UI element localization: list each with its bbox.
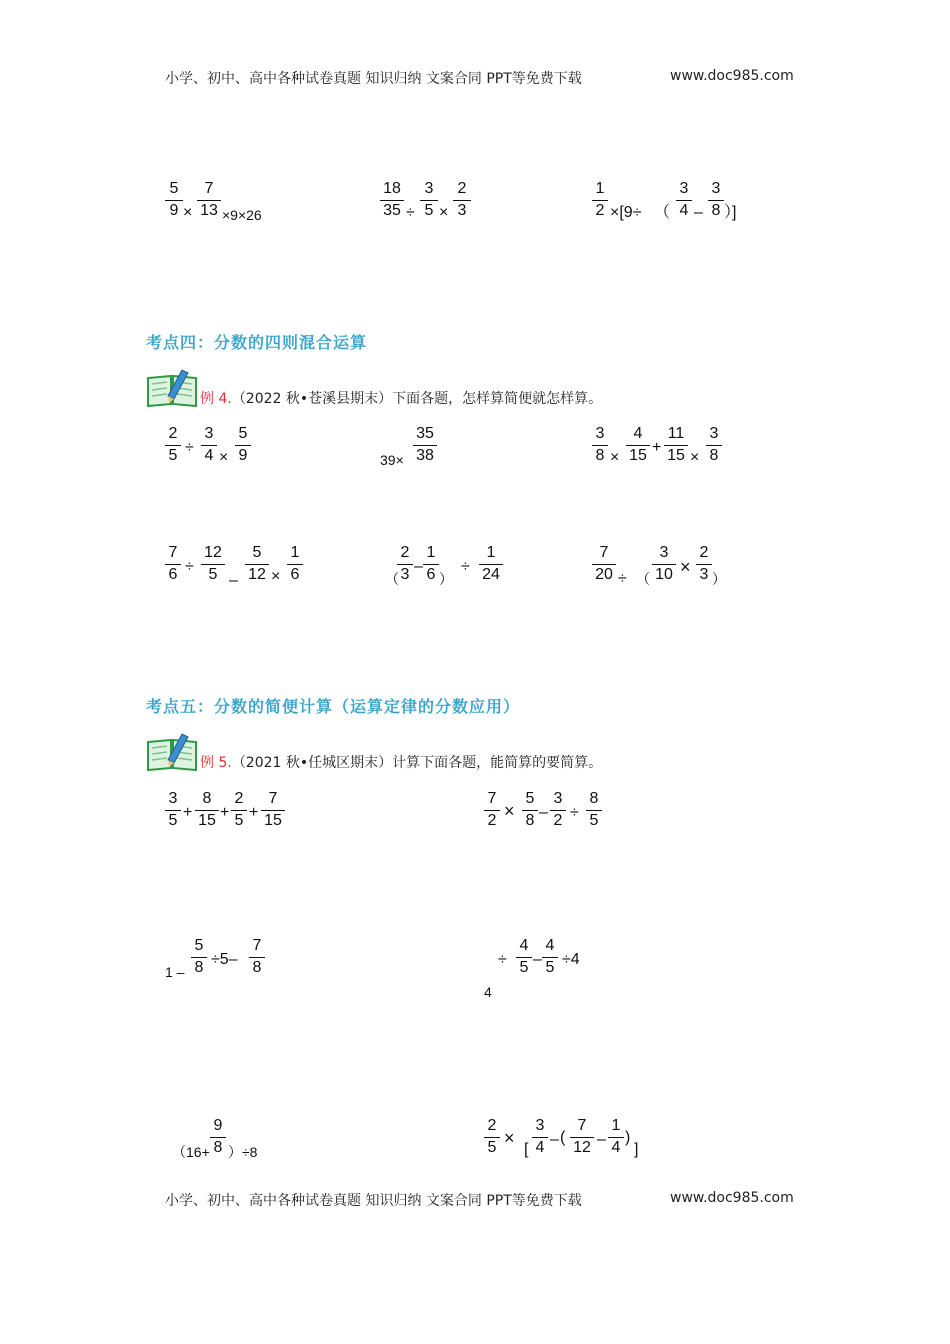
fraction: 9 8 [210, 1117, 226, 1157]
divide-sign: ÷ [406, 204, 415, 221]
fraction: 4 5 [516, 937, 532, 977]
left-paren: （ [636, 571, 650, 587]
s4-expr-2 [380, 425, 480, 471]
fraction: 3 2 [550, 790, 566, 830]
s5-expr-6 [484, 1117, 654, 1163]
s5-expr-2 [484, 790, 624, 836]
fraction: 3 5 [165, 790, 181, 830]
minus-sign: – [414, 558, 423, 575]
fraction: 8 5 [586, 790, 602, 830]
fraction: 3 10 [652, 544, 676, 584]
open-book-pencil-icon [146, 730, 198, 772]
minus-sign: – [539, 804, 548, 821]
times-sign: × [439, 204, 449, 221]
top-expr-1 [165, 180, 325, 226]
example-text: （2022 秋•苍溪县期末）下面各题，怎样算简便就怎样算。 [231, 391, 603, 407]
fraction: 7 8 [249, 937, 265, 977]
fraction: 11 15 [664, 425, 688, 465]
fraction: 2 5 [231, 790, 247, 830]
fraction: 2 5 [484, 1117, 500, 1157]
fraction: 1 6 [423, 544, 439, 584]
fraction: 5 12 [245, 544, 269, 584]
plus-sign: + [220, 804, 230, 821]
times-sign: × [504, 801, 515, 821]
section4-title: 考点四：分数的四则混合运算 [146, 333, 368, 352]
example-label: 例 4. [200, 391, 232, 407]
fraction: 5 8 [191, 937, 207, 977]
minus-sign: – [229, 572, 238, 589]
expr-end: ）] [724, 204, 737, 221]
fraction: 3 8 [708, 180, 724, 220]
fraction: 7 15 [261, 790, 285, 830]
fraction: 3 4 [676, 180, 692, 220]
divide-sign: ÷ [185, 439, 194, 456]
s4-expr-4 [165, 544, 315, 590]
minus-sign: – [533, 951, 542, 968]
left-paren: （ [654, 204, 671, 221]
minus-sign: – [694, 204, 703, 221]
times-sign: × [690, 449, 700, 466]
minus-sign: – [597, 1131, 606, 1148]
s5-expr-5 [172, 1117, 282, 1163]
times-sign: × [610, 449, 620, 466]
fraction: 1 24 [479, 544, 503, 584]
fraction: 2 3 [397, 544, 413, 584]
times-sign: × [680, 557, 691, 577]
fraction: 3 4 [532, 1117, 548, 1157]
left-bracket: [ [524, 1141, 529, 1158]
top-expr-2 [380, 180, 520, 226]
fraction: 1 4 [608, 1117, 624, 1157]
open-book-pencil-icon [146, 366, 198, 408]
section4-example [146, 366, 846, 408]
s5-expr-1 [165, 790, 305, 836]
fraction: 18 35 [380, 180, 404, 220]
fraction: 5 8 [522, 790, 538, 830]
header-url[interactable]: www.doc985.com [670, 68, 794, 84]
minus-sign: – [550, 1131, 559, 1148]
fraction: 3 4 [201, 425, 217, 465]
times-sign: × [183, 204, 193, 221]
expr-tail: ×9×26 [222, 207, 262, 223]
s4-expr-3 [592, 425, 732, 471]
footer-url[interactable]: www.doc985.com [670, 1190, 794, 1206]
divide-sign: ÷ [570, 804, 579, 821]
right-bracket: ] [634, 1141, 639, 1158]
s5-expr-4 [484, 937, 604, 1003]
fraction: 7 13 [197, 180, 221, 220]
left-paren: ( [560, 1129, 566, 1146]
divide-sign: ÷ [618, 570, 627, 587]
fraction: 1 2 [592, 180, 608, 220]
fraction: 2 5 [165, 425, 181, 465]
expr-tail: ）÷8 [228, 1144, 258, 1160]
fraction: 2 3 [696, 544, 712, 584]
fraction: 7 20 [592, 544, 616, 584]
expr-mid: ×[9÷ [610, 204, 642, 221]
s4-expr-6 [592, 544, 742, 590]
header-text: 小学、初中、高中各种试卷真题 知识归纳 文案合同 PPT等免费下载 [165, 71, 582, 87]
example-line [200, 752, 602, 772]
fraction: 8 15 [195, 790, 219, 830]
fraction: 7 12 [570, 1117, 594, 1157]
top-expr-3 [592, 180, 772, 226]
fraction: 35 38 [413, 425, 437, 465]
s4-expr-1 [165, 425, 285, 471]
times-sign: × [504, 1128, 515, 1148]
example-text: （2021 秋•任城区期末）计算下面各题，能简算的要简算。 [231, 755, 603, 771]
fraction: 1 6 [287, 544, 303, 584]
fraction: 5 9 [165, 180, 183, 220]
right-paren: ） [712, 571, 726, 587]
divide-sign: ÷ [185, 558, 194, 575]
stray-number: 4 [484, 984, 492, 1000]
page-header [0, 68, 950, 92]
plus-sign: + [249, 804, 259, 821]
expr-mid: ÷5– [211, 951, 238, 968]
fraction: 3 5 [420, 180, 438, 220]
fraction: 4 5 [542, 937, 558, 977]
expr-tail: ÷4 [562, 951, 580, 968]
divide-sign: ÷ [498, 951, 507, 968]
s5-expr-3 [165, 937, 295, 983]
footer-text: 小学、初中、高中各种试卷真题 知识归纳 文案合同 PPT等免费下载 [165, 1193, 582, 1209]
example-line [200, 388, 602, 408]
right-paren: ) [625, 1129, 631, 1146]
right-paren: ） [439, 571, 453, 587]
expr-lead: 39× [380, 452, 404, 468]
fraction: 3 8 [592, 425, 608, 465]
example-label: 例 5. [200, 755, 232, 771]
times-sign: × [219, 449, 229, 466]
fraction: 5 9 [235, 425, 251, 465]
fraction: 7 2 [484, 790, 500, 830]
fraction: 12 5 [201, 544, 225, 584]
s4-expr-5 [385, 544, 515, 590]
divide-sign: ÷ [461, 558, 470, 575]
fraction: 4 15 [626, 425, 650, 465]
fraction: 3 8 [706, 425, 722, 465]
left-paren: （ [385, 571, 399, 587]
page-footer [0, 1190, 950, 1214]
section5-example [146, 730, 846, 772]
times-sign: × [271, 568, 281, 585]
section5-title: 考点五：分数的简便计算（运算定律的分数应用） [146, 697, 521, 716]
plus-sign: + [183, 804, 193, 821]
fraction: 7 6 [165, 544, 181, 584]
plus-sign: + [652, 439, 662, 456]
expr-lead: （16+ [172, 1144, 210, 1160]
expr-lead: 1 – [165, 964, 185, 980]
fraction: 2 3 [453, 180, 471, 220]
